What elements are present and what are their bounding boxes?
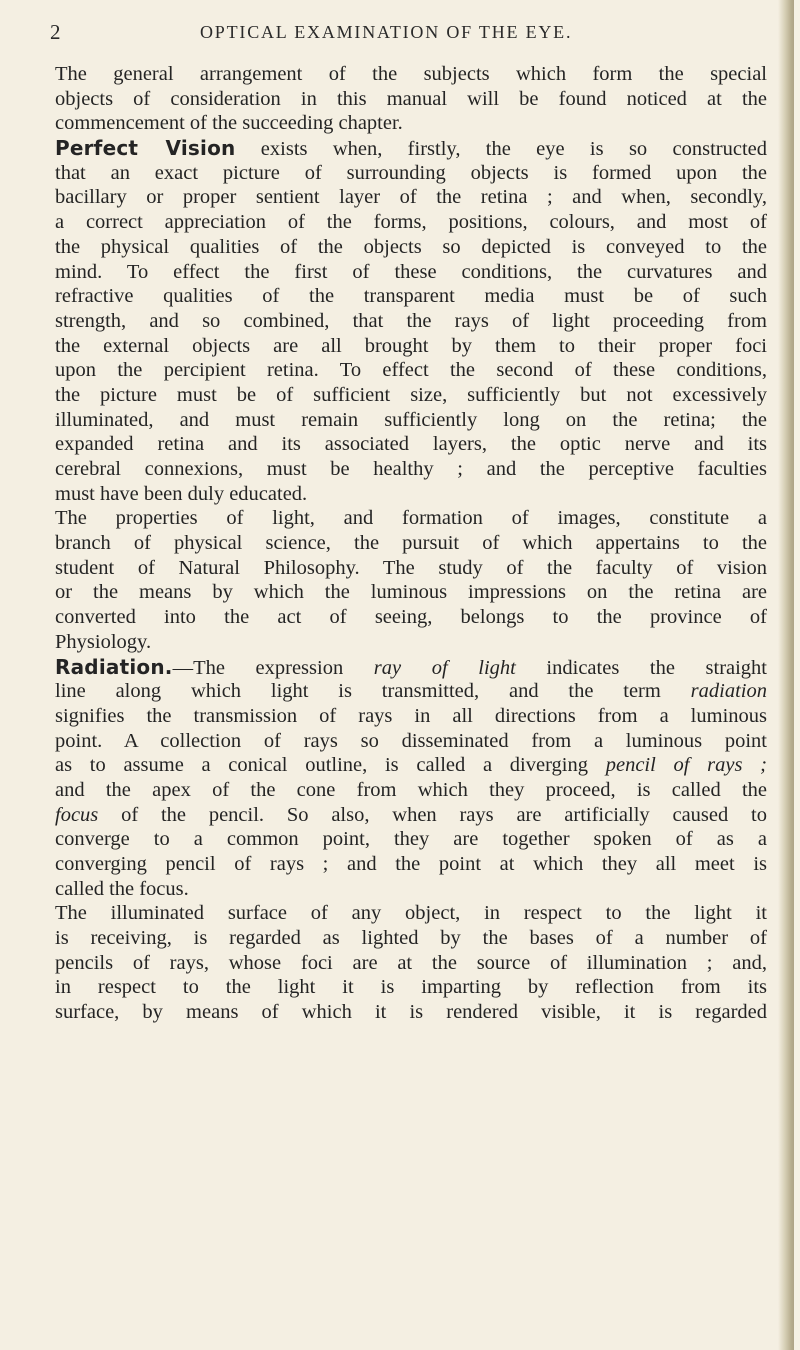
- text-run: must have been duly educated.: [55, 482, 308, 505]
- running-head: [50, 20, 770, 50]
- text-run: point. A collection of rays so disseminated from a luminous point: [55, 729, 767, 752]
- text-run: Physiology.: [55, 630, 152, 653]
- text-run: mind. To effect the first of these conditions, the curvatures and: [55, 260, 767, 283]
- text-line: [55, 704, 767, 729]
- text-line: [55, 358, 767, 383]
- text-line: [55, 926, 767, 951]
- text-line: [55, 260, 767, 285]
- text-run: is receiving, is regarded as lighted by the bases of a number of: [55, 927, 767, 950]
- text-line: [55, 753, 767, 778]
- text-run: the picture must be of sufficient size, sufficiently but not excessively: [55, 383, 767, 406]
- text-line: [55, 1000, 767, 1025]
- text-line: [55, 506, 767, 531]
- text-run: illuminated, and must remain sufficiently long on the retina; the: [55, 408, 767, 431]
- text-line: [55, 951, 767, 976]
- text-line: [55, 630, 767, 655]
- text-run: student of Natural Philosophy. The study of the faculty of vision: [55, 556, 767, 579]
- section-heading: Radiation.: [55, 654, 173, 679]
- text-line: [55, 803, 767, 828]
- text-line: [55, 161, 767, 186]
- text-run: expanded retina and its associated layers, the optic nerve and its: [55, 433, 767, 456]
- text-line: [55, 87, 767, 112]
- text-run: branch of physical science, the pursuit of which appertains to the: [55, 532, 767, 555]
- text-run: as to assume a conical outline, is called a diverging: [55, 754, 606, 777]
- text-run: or the means by which the luminous impressions on the retina are: [55, 581, 767, 604]
- text-run: the physical qualities of the objects so depicted is conveyed to the: [55, 235, 767, 258]
- text-line: [55, 136, 767, 161]
- text-run: exists when, firstly, the eye is so constructed: [235, 138, 767, 161]
- italic-term: focus: [55, 803, 99, 826]
- text-line: [55, 235, 767, 260]
- text-line: [55, 827, 767, 852]
- text-line: [55, 482, 767, 507]
- text-run: objects of consideration in this manual will be found noticed at the: [55, 87, 767, 110]
- text-run: line along which light is transmitted, and the term: [55, 680, 691, 703]
- text-line: [55, 556, 767, 581]
- page-number: 2: [50, 20, 62, 44]
- text-line: [55, 432, 767, 457]
- text-line: [55, 334, 767, 359]
- text-run: The general arrangement of the subjects which form the special: [55, 63, 767, 85]
- text-run: converging pencil of rays ; and the point at which they all meet is: [55, 853, 767, 875]
- text-run: commencement of the succeeding chapter.: [55, 112, 403, 135]
- text-run: The properties of light, and formation of images, constitute a: [55, 507, 767, 530]
- text-run: indicates the straight: [515, 656, 768, 679]
- text-run: strength, and so combined, that the rays of light proceeding from: [55, 309, 767, 332]
- text-run: bacillary or proper sentient layer of the retina ; and when, secondly,: [55, 186, 767, 209]
- text-line: [55, 605, 767, 630]
- text-run: converted into the act of seeing, belongs to the province of: [55, 606, 767, 629]
- text-line: [55, 531, 767, 556]
- text-run: cerebral connexions, must be healthy ; and the perceptive faculties: [55, 458, 767, 480]
- text-run: and the apex of the cone from which they proceed, is called the: [55, 778, 767, 801]
- text-line: [55, 185, 767, 210]
- text-run: of the pencil. So also, when rays are artificially caused to: [98, 803, 767, 826]
- text-run: upon the percipient retina. To effect the second of these conditions,: [55, 359, 767, 382]
- text-run: in respect to the light it is imparting by reflection from its: [55, 976, 767, 999]
- text-line: [55, 457, 767, 482]
- text-line: [55, 111, 767, 136]
- page-edge-strip: [794, 0, 800, 1350]
- text-line: [55, 210, 767, 235]
- text-line: [55, 901, 767, 926]
- text-run: refractive qualities of the transparent media must be of such: [55, 285, 767, 308]
- text-line: [55, 284, 767, 309]
- text-line: [55, 877, 767, 902]
- text-line: [55, 975, 767, 1000]
- text-line: [55, 408, 767, 433]
- text-run: that an exact picture of surrounding objects is formed upon the: [55, 161, 767, 184]
- text-run: a correct appreciation of the forms, positions, colours, and most of: [55, 211, 767, 234]
- text-line: [55, 309, 767, 334]
- text-run: pencils of rays, whose foci are at the source of illumination ; and,: [55, 951, 767, 974]
- text-line: [55, 729, 767, 754]
- text-line: [55, 778, 767, 803]
- text-line: [55, 62, 767, 87]
- italic-term: ray of light: [373, 656, 516, 679]
- text-run: —The expression: [172, 656, 374, 679]
- text-run: The illuminated surface of any object, in respect to the light it: [55, 902, 767, 925]
- text-line: [55, 580, 767, 605]
- italic-term: pencil of rays ;: [605, 754, 768, 777]
- text-run: signifies the transmission of rays in all directions from a luminous: [55, 704, 767, 727]
- text-line: [55, 383, 767, 408]
- text-run: the external objects are all brought by them to their proper foci: [55, 334, 767, 357]
- text-run: called the focus.: [55, 877, 189, 900]
- text-run: converge to a common point, they are together spoken of as a: [55, 828, 767, 851]
- section-heading: Perfect Vision: [55, 136, 236, 161]
- text-line: [55, 852, 767, 877]
- running-head-title: OPTICAL EXAMINATION OF THE EYE.: [200, 22, 573, 42]
- text-line: [55, 679, 767, 704]
- text-run: surface, by means of which it is rendered visible, it is regarded: [55, 1001, 767, 1024]
- text-line: [55, 655, 767, 680]
- italic-term: radiation: [690, 680, 767, 703]
- body-text: [55, 62, 767, 1025]
